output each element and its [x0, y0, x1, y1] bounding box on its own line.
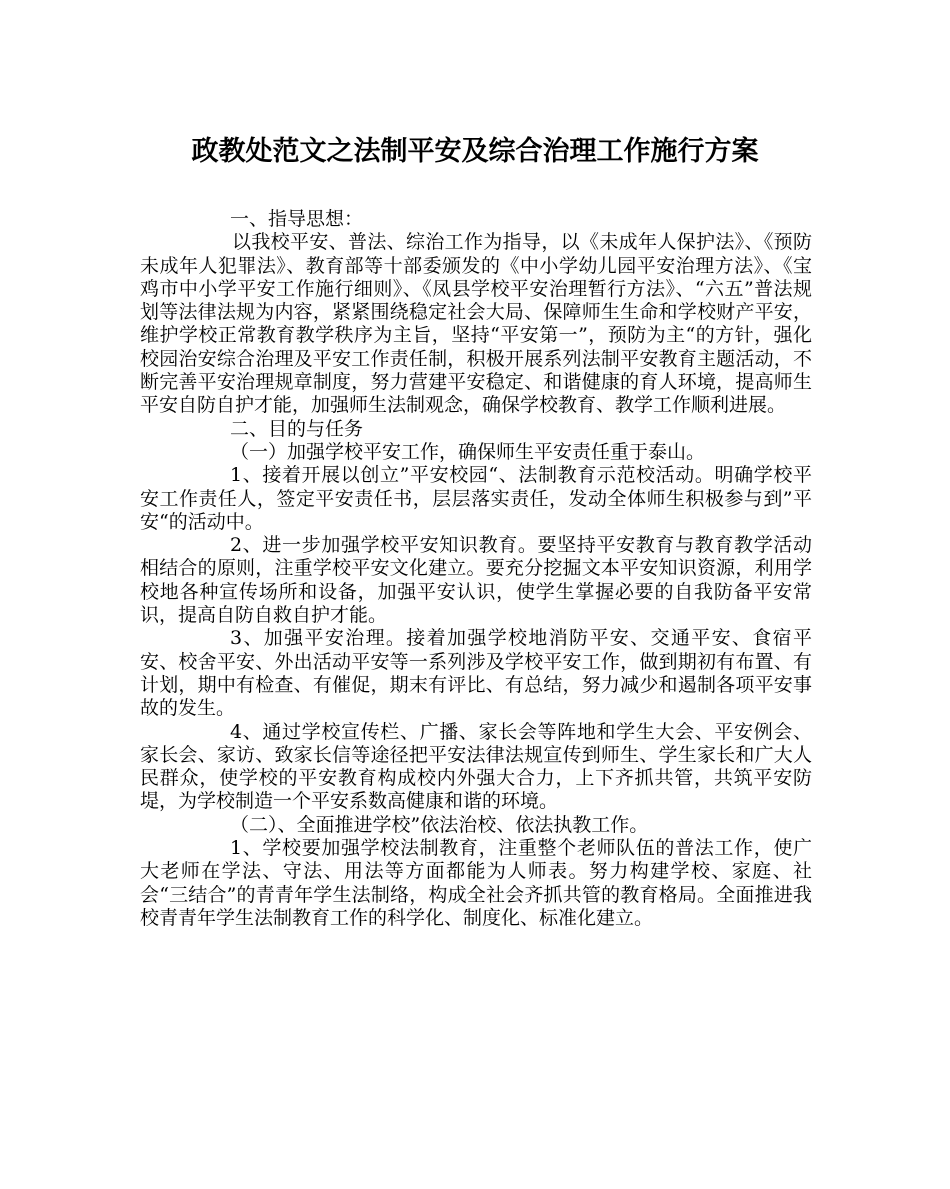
- section-heading-guiding-ideology: 一、指导思想：: [230, 208, 364, 230]
- paragraph-item-1: 1、接着开展以创立”平安校园“、法制教育示范校活动。明确学校平安工作责任人，签定平安责任书，层层落实责任，发动全体师生积极参与到”平安“的活动中。: [140, 464, 812, 533]
- document-title: 政教处范文之法制平安及综合治理工作施行方案: [191, 136, 759, 167]
- document-body: [140, 208, 812, 930]
- paragraph-guiding-ideology: 以我校平安、普法、综治工作为指导，以《未成年人保护法》、《预防未成年人犯罪法》、教育部等十部委颁发的《中小学幼儿园平安治理方法》、《宝鸡市中小学平安工作施行细则》、《凤县学校平安治理暂行方法》、“六五”普法规划等法律法规为内容，紧紧围绕稳定社会大局、保障师生生命和学校财产平安，维护学校正常教育教学秩序为主旨，坚持“平安第一”，预防为主“的方针，强化校园治安综合治理及平安工作责任制，积极开展系列法制平安教育主题活动，不断完善平安治理规章制度，努力营建平安稳定、和谐健康的育人环境，提高师生平安自防自护才能，加强师生法制观念，确保学校教育、教学工作顺利进展。: [140, 231, 812, 417]
- subsection-heading-safety: （一）加强学校平安工作，确保师生平安责任重于泰山。: [230, 440, 706, 463]
- paragraph-item-3: 3、加强平安治理。接着加强学校地消防平安、交通平安、食宿平安、校舍平安、外出活动平安等一系列涉及学校平安工作，做到期初有布置、有计划，期中有检查、有催促，期末有评比、有总结，努力减少和遏制各项平安事故的发生。: [140, 627, 812, 720]
- paragraph-item-2: 2、进一步加强学校平安知识教育。要坚持平安教育与教育教学活动相结合的原则，注重学校平安文化建立。要充分挖掘文本平安知识资源，利用学校地各种宣传场所和设备，加强平安认识，使学生掌握必要的自我防备平安常识，提高自防自救自护才能。: [140, 534, 812, 627]
- paragraph-law-item-1: 1、学校要加强学校法制教育，注重整个老师队伍的普法工作，使广大老师在学法、守法、用法等方面都能为人师表。努力构建学校、家庭、社会“三结合”的青青年学生法制络，构成全社会齐抓共管的教育格局。全面推进我校青青年学生法制教育工作的科学化、制度化、标准化建立。: [140, 837, 812, 929]
- subsection-heading-law: （二）、全面推进学校”依法治校、依法执教工作。: [230, 813, 649, 836]
- section-heading-goals-tasks: 二、目的与任务: [230, 417, 364, 440]
- paragraph-item-4: 4、通过学校宣传栏、广播、家长会等阵地和学生大会、平安例会、家长会、家访、致家长信等途径把平安法律法规宣传到师生、学生家长和广大人民群众，使学校的平安教育构成校内外强大合力，上下齐抓共管，共筑平安防堤，为学校制造一个平安系数高健康和谐的环境。: [140, 720, 812, 813]
